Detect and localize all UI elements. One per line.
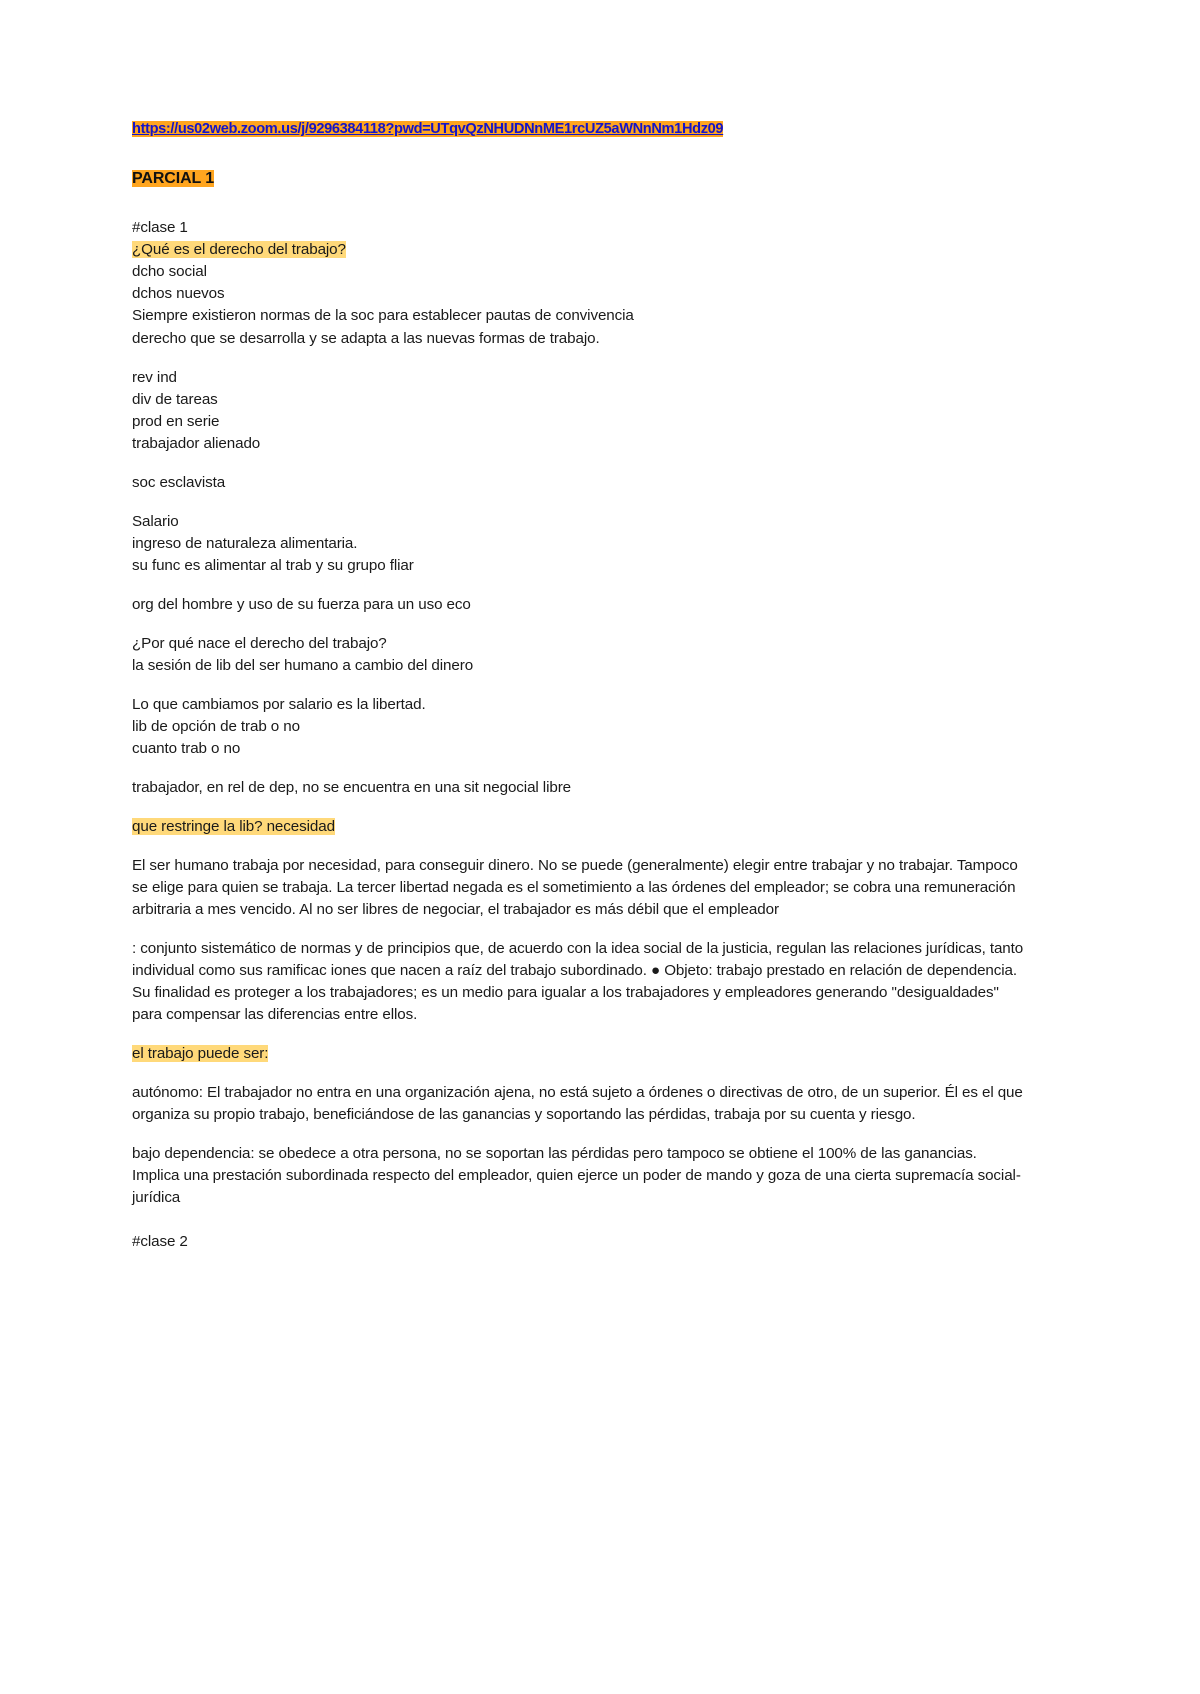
highlight-text: el trabajo puede ser: [132, 1045, 269, 1063]
line-siempre-existieron: Siempre existieron normas de la soc para establecer pautas de convivencia [132, 307, 634, 325]
rev-ind-block [132, 367, 1024, 455]
line-su-func-alimentar: su func es alimentar al trab y su grupo fliar [132, 556, 414, 574]
heading-el-trabajo-puede-ser-block [132, 1043, 1024, 1065]
line-salario: Salario [132, 512, 179, 530]
line-dchos-nuevos: dchos nuevos [132, 285, 225, 303]
line-trabajador-alienado: trabajador alienado [132, 434, 261, 452]
paragraph-conjunto-sistematico: : conjunto sistemático de normas y de principios que, de acuerdo con la idea social de la justicia, regulan las relaciones jurídicas, tanto individual como sus ramificac iones que nacen a raíz del trabajo subordinado. ● Objeto: trabajo prestado en relación de dependencia. Su finalidad es proteger a los trabajadores; es un medio para igualar a los trabajadores y empleadores generando "desigualdades" para compensar las diferencias entre ellos. [132, 940, 1028, 1024]
paragraph-ser-humano: El ser humano trabaja por necesidad, para conseguir dinero. No se puede (generalmente) elegir entre trabajar y no trabajar. Tampoco se elige para quien se trabaja. La tercer libertad negada es el sometimiento a las órdenes del empleador; se cobra una remuneración arbitraria a mes vencido. Al no ser libres de negociar, el trabajador es más débil que el empleador [132, 857, 1022, 919]
line-dcho-social: dcho social [132, 263, 207, 281]
line-soc-esclavista: soc esclavista [132, 473, 226, 491]
org-hombre-block [132, 594, 1024, 616]
clase-1-label: #clase 1 [132, 219, 188, 237]
heading-que-restringe-block [132, 816, 1024, 838]
line-lib-opcion: lib de opción de trab o no [132, 717, 300, 735]
line-sesion-lib: la sesión de lib del ser humano a cambio del dinero [132, 656, 474, 674]
clase-2-block [132, 1231, 1024, 1253]
zoom-link-row [132, 118, 1024, 140]
zoom-meeting-link[interactable]: https://us02web.zoom.us/j/9296384118?pwd=UTqvQzNHUDNnME1rcUZ5aWNnNm1Hdz09 [132, 121, 724, 137]
line-cuanto-trab: cuanto trab o no [132, 739, 241, 757]
line-prod-serie: prod en serie [132, 412, 220, 430]
page-title: PARCIAL 1 [132, 170, 215, 188]
line-div-tareas: div de tareas [132, 390, 218, 408]
clase-1-block [132, 217, 1024, 349]
line-org-del-hombre: org del hombre y uso de su fuerza para un uso eco [132, 595, 471, 613]
question-por-que-nace: ¿Por qué nace el derecho del trabajo? [132, 634, 387, 652]
line-rev-ind: rev ind [132, 368, 177, 386]
section-title-parcial [132, 167, 1024, 190]
por-que-nace-block [132, 633, 1024, 677]
highlight-text: ¿Qué es el derecho del trabajo? [132, 241, 346, 259]
rel-dep-block [132, 777, 1024, 799]
paragraph-autonomo: autónomo: El trabajador no entra en una organización ajena, no está sujeto a órdenes o directivas de otro, de un superior. Él es el que organiza su propio trabajo, beneficiándose de las ganancias y soportando las pérdidas, trabaja por su cuenta y riesgo. [132, 1084, 1027, 1124]
highlight-text: que restringe la lib? necesidad [132, 818, 335, 835]
line-lo-que-cambiamos: Lo que cambiamos por salario es la libertad. [132, 695, 426, 713]
paragraph-bajo-dependencia: bajo dependencia: se obedece a otra persona, no se soportan las pérdidas pero tampoco se obtiene el 100% de las ganancias. Implica una prestación subordinada respecto del empleador, quien ejerce un poder de mando y goza de una cierta supremacía social-jurídica [132, 1145, 1021, 1207]
question-que-es-derecho-trabajo [132, 239, 1024, 261]
line-derecho-desarrolla: derecho que se desarrolla y se adapta a las nuevas formas de trabajo. [132, 329, 600, 347]
soc-esclavista-block [132, 472, 1024, 494]
heading-que-restringe [132, 816, 1024, 838]
libertad-block [132, 694, 1024, 760]
document-body [132, 118, 1028, 1253]
clase-2-label: #clase 2 [132, 1233, 188, 1251]
heading-el-trabajo-puede-ser [132, 1043, 1024, 1065]
line-trabajador-rel-dep: trabajador, en rel de dep, no se encuentra en una sit negocial libre [132, 778, 572, 796]
salario-block [132, 511, 1024, 577]
line-ingreso-alimentaria: ingreso de naturaleza alimentaria. [132, 534, 358, 552]
